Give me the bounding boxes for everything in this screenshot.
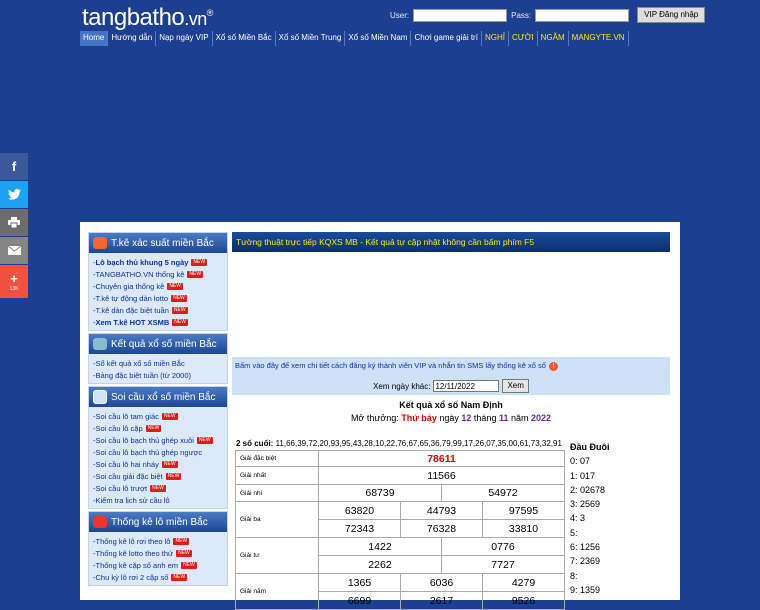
fourth-prize: 1422	[319, 538, 442, 556]
fourth-prize: 0776	[441, 538, 564, 556]
twitter-share-icon[interactable]	[0, 181, 28, 208]
dau-duoi-row: 9: 1359	[570, 584, 601, 595]
site-logo[interactable]	[82, 4, 213, 32]
third-prize: 76328	[401, 520, 483, 538]
new-badge: NEW	[173, 306, 186, 313]
dau-duoi-row: 6: 1256	[570, 542, 601, 553]
sidebar-box-thong-ke-lo	[88, 511, 228, 586]
facebook-share-icon[interactable]: f	[0, 153, 28, 180]
logo-text: tangbatho	[82, 4, 185, 31]
new-badge: NEW	[198, 436, 211, 443]
box-title: Kết quả xổ số miền Bắc	[111, 338, 217, 350]
result-table	[235, 450, 565, 610]
sidebar-item[interactable]: - Soi cầu lô hai nháy NEW	[93, 458, 223, 470]
sidebar-item[interactable]: - Lô bạch thủ khung 5 ngày NEW	[93, 256, 223, 268]
logo-suffix: .vn	[184, 9, 207, 29]
nav-choi-game[interactable]: Chơi game giải trí	[411, 31, 482, 46]
dau-duoi-table	[570, 440, 630, 597]
sidebar-item[interactable]: - Thống kê cặp số anh em NEW	[93, 559, 223, 571]
new-badge: NEW	[178, 549, 190, 556]
sidebar-box-header	[89, 334, 227, 354]
dau-duoi-row: 3: 2569	[570, 499, 601, 510]
prize-label: Giải tư	[236, 538, 319, 574]
more-share-icon[interactable]: + 13K	[0, 265, 28, 298]
box-title: Thống kê lô miền Bắc	[111, 516, 208, 528]
nav-xs-mien-nam[interactable]: Xổ số Miền Nam	[345, 31, 411, 46]
sidebar-item[interactable]: - Xem T.kê HOT XSMB NEW	[93, 316, 223, 328]
logo-reg: ®	[206, 8, 213, 18]
nav-nap-ngay-vip[interactable]: Nạp ngày VIP	[156, 31, 212, 46]
new-badge: NEW	[152, 484, 164, 491]
live-banner[interactable]: Tường thuật trực tiếp KQXS MB - Kết quả tự cập nhật không cần bấm phím F5	[232, 232, 670, 252]
prize-label: Giải ba	[236, 502, 319, 538]
alert-icon: !	[549, 362, 558, 371]
xem-button[interactable]: Xem	[502, 379, 528, 393]
prize-label: Giải nhì	[236, 485, 319, 502]
new-badge: NEW	[175, 537, 188, 544]
table-row	[236, 574, 565, 592]
dau-duoi-row: 2: 02678	[570, 484, 606, 495]
new-badge: NEW	[163, 412, 176, 419]
third-prize: 63820	[319, 502, 401, 520]
sidebar-item[interactable]: - Soi cầu giải đặc biệt NEW	[93, 470, 223, 482]
table-row	[236, 538, 565, 556]
money-icon	[93, 338, 107, 350]
sidebar-item[interactable]: - Soi cầu lô cặp NEW	[93, 422, 223, 434]
sidebar-item[interactable]: - TANGBATHO.VN thống kê NEW	[93, 268, 223, 280]
dau-duoi-row: 5:	[570, 527, 578, 538]
sidebar-item[interactable]: - Chu kỳ lô rơi 2 cặp số NEW	[93, 571, 223, 583]
prize-label: Giải nhất	[236, 467, 319, 485]
fifth-prize: 1365	[319, 574, 401, 592]
new-badge: NEW	[173, 294, 185, 301]
second-prize: 68739	[319, 485, 442, 502]
prize-label: Giải đặc biệt	[236, 451, 319, 467]
sidebar-box-xac-suat	[88, 232, 228, 331]
nav-nghi[interactable]: NGHỈ	[482, 31, 509, 46]
fifth-prize: 9526	[482, 592, 564, 610]
new-badge: NEW	[173, 573, 186, 580]
pass-input[interactable]	[535, 9, 629, 22]
vip-login-button[interactable]: VIP Đăng nhập	[637, 7, 705, 23]
fifth-prize: 6699	[319, 592, 401, 610]
dau-duoi-header: Đầu Đuôi	[570, 442, 610, 452]
sidebar-item[interactable]: - Sổ kết quả xổ số miền Bắc	[93, 357, 223, 369]
pass-label: Pass:	[511, 10, 532, 20]
vip-info-link[interactable]	[232, 357, 670, 377]
dau-duoi-row: 1: 017	[570, 470, 596, 481]
sidebar-item[interactable]: - Thống kê lô rơi theo lô NEW	[93, 535, 223, 547]
fourth-prize: 7727	[441, 556, 564, 574]
fifth-prize: 2617	[401, 592, 483, 610]
special-prize: 78611	[319, 451, 565, 467]
sidebar-item[interactable]: - Thống kê lotto theo thứ NEW	[93, 547, 223, 559]
new-badge: NEW	[167, 472, 180, 479]
date-picker-bar	[232, 377, 670, 395]
print-icon[interactable]	[0, 209, 28, 236]
sidebar-box-header	[89, 512, 227, 532]
fifth-prize: 6036	[401, 574, 483, 592]
nav-huong-dan[interactable]: Hướng dẫn	[108, 31, 156, 46]
nav-mangyte[interactable]: MANGYTE.VN	[569, 31, 629, 46]
sidebar-box-header	[89, 387, 227, 407]
user-label: User:	[390, 10, 410, 20]
table-row	[236, 467, 565, 485]
new-badge: NEW	[169, 282, 181, 289]
user-input[interactable]	[413, 9, 507, 22]
new-badge: NEW	[174, 318, 186, 325]
date-label: Xem ngày khác:	[373, 381, 431, 391]
ad-space	[232, 252, 670, 357]
last-two-digits: 2 số cuối: 11,66,39,72,20,93,95,43,28,10,22,76,67,65,36,79,99,17,26,07,35,00,61,73,32,91	[236, 439, 562, 448]
balls-icon	[93, 237, 107, 249]
new-badge: NEW	[183, 561, 195, 568]
third-prize: 97595	[482, 502, 564, 520]
fourth-prize: 2262	[319, 556, 442, 574]
sidebar-item[interactable]: - T.kê dàn đặc biệt tuần NEW	[93, 304, 223, 316]
share-count: 13K	[9, 286, 19, 292]
nav-cuoi[interactable]: CƯỜI	[509, 31, 538, 46]
sidebar-item[interactable]: - Soi cầu lô tam giác NEW	[93, 410, 223, 422]
dau-duoi-row: 0: 07	[570, 456, 591, 467]
top-nav	[80, 31, 629, 46]
result-title: Kết quả xổ số Nam Định	[399, 400, 503, 410]
first-prize: 11566	[319, 467, 565, 485]
vip-text: Bấm vào đây để xem chi tiết cách đăng ký thành viên VIP và nhắn tin SMS lấy thống kê xổ số	[235, 361, 546, 370]
prize-label: Giải năm	[236, 574, 319, 610]
nav-home[interactable]: Home	[80, 31, 108, 46]
sidebar-item[interactable]: - Soi cầu lô bạch thủ ghép xuôi NEW	[93, 434, 223, 446]
nav-xs-mien-trung[interactable]: Xổ số Miền Trung	[276, 31, 346, 46]
sidebar-box-header	[89, 233, 227, 253]
main-page	[80, 222, 680, 607]
magnifier-icon	[93, 390, 107, 404]
main-content	[232, 232, 670, 607]
new-badge: NEW	[189, 270, 202, 277]
sidebar-item[interactable]: - Chuyên gia thống kê NEW	[93, 280, 223, 292]
sidebar-box-ket-qua	[88, 333, 228, 384]
sidebar-item[interactable]: - Soi cầu lô trượt NEW	[93, 482, 223, 494]
dau-duoi-row: 7: 2369	[570, 556, 601, 567]
fifth-prize: 4279	[482, 574, 564, 592]
new-badge: NEW	[147, 424, 160, 431]
box-title: Soi cầu xổ số miền Bắc	[111, 391, 216, 403]
dau-duoi-row: 4: 3	[570, 513, 586, 524]
sidebar-box-soi-cau	[88, 386, 228, 509]
third-prize: 72343	[319, 520, 401, 538]
login-form	[390, 7, 705, 23]
table-row	[236, 451, 565, 467]
table-row	[236, 502, 565, 520]
weekday: Thứ bảy	[401, 413, 437, 423]
nav-ngam[interactable]: NGẪM	[538, 31, 569, 46]
box-title: T.kê xác suất miền Bắc	[111, 237, 214, 249]
sidebar-item[interactable]: - Kiểm tra lịch sử cầu lô	[93, 494, 223, 506]
nav-xs-mien-bac[interactable]: Xổ số Miền Bắc	[213, 31, 276, 46]
third-prize: 44793	[401, 502, 483, 520]
new-badge: NEW	[193, 258, 206, 265]
table-row	[236, 485, 565, 502]
sidebar-item[interactable]: - Soi cầu lô bạch thủ ghép ngược	[93, 446, 223, 458]
second-prize: 54972	[441, 485, 564, 502]
result-date: Mở thưởng: Thứ bảy ngày 12 tháng 11 năm 2022	[350, 413, 552, 423]
sidebar-item[interactable]: - Bảng đặc biệt tuần (từ 2000)	[93, 369, 223, 381]
date-input[interactable]	[433, 380, 499, 392]
sidebar-item[interactable]: - T.kê tự động dàn lotto NEW	[93, 292, 223, 304]
sidebar	[88, 232, 228, 588]
dau-duoi-row: 8:	[570, 570, 578, 581]
chart-icon	[93, 516, 107, 528]
new-badge: NEW	[163, 460, 176, 467]
mail-icon[interactable]	[0, 237, 28, 264]
third-prize: 33810	[482, 520, 564, 538]
